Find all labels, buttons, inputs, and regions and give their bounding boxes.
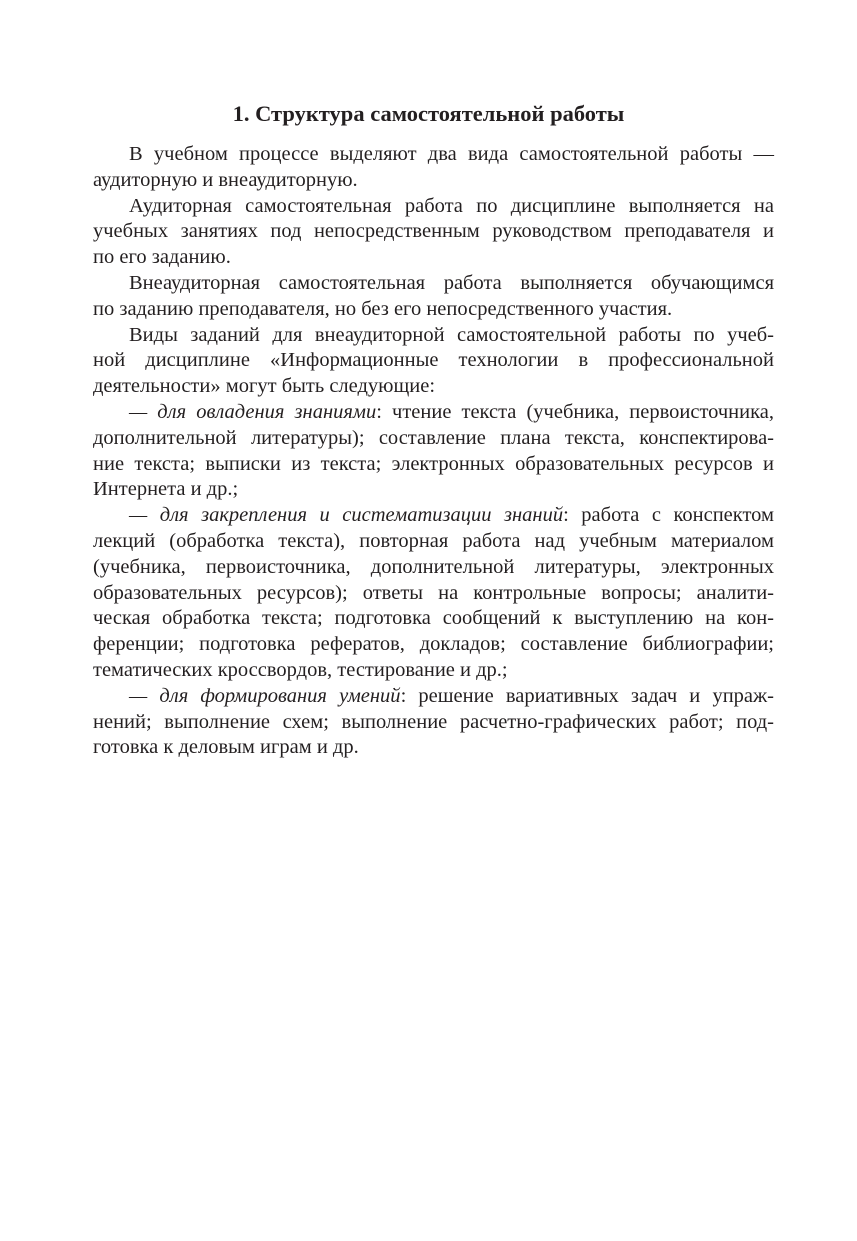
paragraph-line: (учебника, первоисточника, дополнительной литературы, электронных: [93, 555, 774, 578]
body-text: [93, 142, 774, 761]
paragraph-line: [93, 142, 774, 168]
paragraph-line: деятельности» могут быть следующие:: [93, 375, 436, 398]
italic-lead: — для овладения знаниями: [129, 400, 377, 423]
paragraph-line: ческая обработка текста; подготовка сообщений к выступлению на кон-: [93, 607, 774, 630]
paragraph-line: [93, 194, 774, 220]
line-text: : чтение текста (учебника, первоисточника,: [376, 400, 774, 423]
paragraph-line: [93, 400, 774, 426]
paragraph-line: готовка к деловым играм и др.: [93, 736, 359, 759]
paragraph-line: ференции; подготовка рефератов, докладов; составление библиографии;: [93, 633, 774, 656]
line-text: Виды заданий для внеаудиторной самостоятельной работы по учеб-: [129, 323, 774, 346]
line-text: : решение вариативных задач и упраж-: [400, 684, 774, 707]
paragraph-line: [93, 271, 774, 297]
italic-lead: — для закрепления и систематизации знаний: [129, 504, 564, 527]
line-text: Внеаудиторная самостоятельная работа выполняется обучающимся: [129, 271, 774, 294]
section-title: 1. Структура самостоятельной работы: [232, 101, 625, 126]
paragraph-line: дополнительной литературы); составление плана текста, конспектирова-: [93, 426, 774, 449]
paragraph-line: аудиторную и внеаудиторную.: [93, 168, 358, 191]
line-text: В учебном процессе выделяют два вида самостоятельной работы —: [129, 143, 774, 165]
paragraph-line: [93, 323, 774, 349]
paragraph-line: Интернета и др.;: [93, 478, 239, 501]
paragraph-line: лекций (обработка текста), повторная работа над учебным материалом: [93, 529, 774, 552]
paragraph-line: ной дисциплине «Информационные технологии в профессиональной: [93, 349, 774, 372]
paragraph-line: по заданию преподавателя, но без его непосредственного участия.: [93, 297, 673, 320]
paragraph-line: образовательных ресурсов); ответы на контрольные вопросы; аналити-: [93, 581, 774, 604]
italic-lead: — для формирования умений: [129, 684, 401, 707]
line-text: Аудиторная самостоятельная работа по дисциплине выполняется на: [129, 194, 774, 217]
paragraph-line: нений; выполнение схем; выполнение расчетно-графических работ; под-: [93, 710, 774, 733]
paragraph-line: ние текста; выписки из текста; электронных образовательных ресурсов и: [93, 452, 774, 475]
paragraph-line: учебных занятиях под непосредственным руководством преподавателя и: [93, 220, 774, 243]
line-text: : работа с конспектом: [563, 504, 774, 527]
paragraph-line: по его заданию.: [93, 246, 231, 269]
paragraph-line: [93, 684, 774, 710]
paragraph-line: [93, 503, 774, 529]
paragraph-line: тематических кроссвордов, тестирование и др.;: [93, 658, 508, 681]
